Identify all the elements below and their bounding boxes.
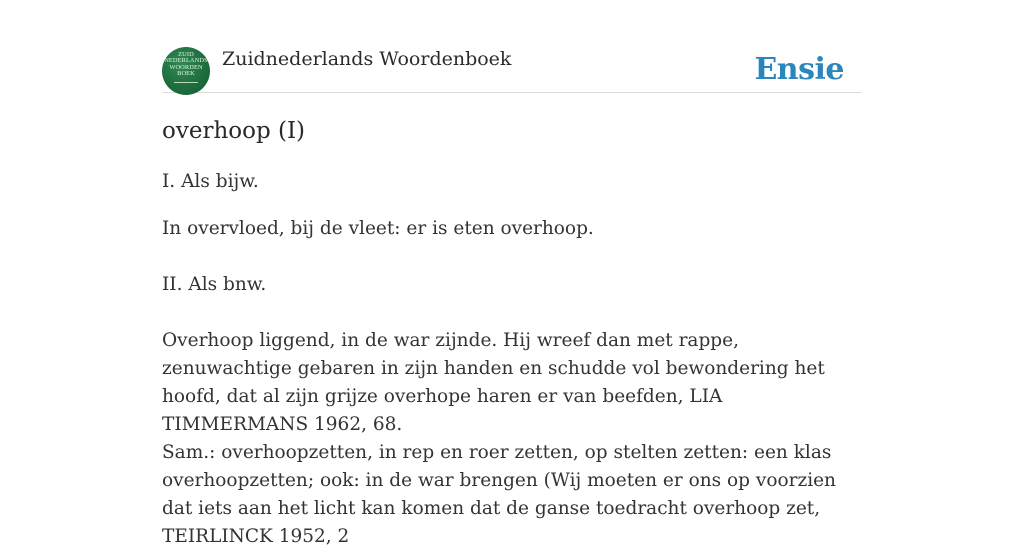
site-title[interactable]: Zuidnederlands Woordenboek xyxy=(222,48,512,70)
entry-section-2: II. Als bnw. xyxy=(162,274,267,295)
entry-content xyxy=(162,116,862,547)
entry-section-1: I. Als bijw. xyxy=(162,171,259,192)
entry-definition-1: In overvloed, bij de vleet: er is eten overhoop. xyxy=(162,218,594,239)
entry-definition-2: Overhoop liggend, in de war zijnde. Hij wreef dan met rappe, zenuwachtige gebaren in zijn handen en schudde vol bewondering het hoofd, dat al zijn grijze overhope haren er van beefden, LIA TIMMERMANS 1962, 68. xyxy=(162,330,825,435)
entry-definition-3: Sam.: overhoopzetten, in rep en roer zetten, op stelten zetten: een klas overhoopzetten; ook: in de war brengen (Wij moeten er ons op voorzien dat iets aan het licht kan komen dat de ganse toedracht overhoop zet, TEIRLINCK 1952, 2 xyxy=(162,442,836,547)
dictionary-logo[interactable] xyxy=(162,47,210,95)
logo-text: ZUID NEDERLANDS WOORDEN BOEK xyxy=(164,51,208,78)
entry-title: overhoop (I) xyxy=(162,118,306,144)
site-header xyxy=(162,44,862,93)
logo-rule xyxy=(174,82,198,83)
ensie-brand-logo[interactable]: Ensie xyxy=(754,52,844,87)
